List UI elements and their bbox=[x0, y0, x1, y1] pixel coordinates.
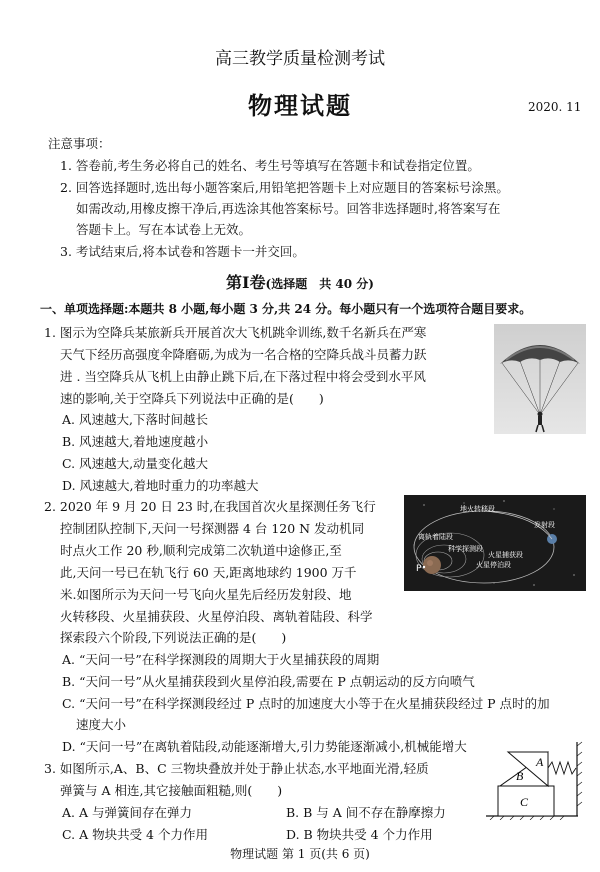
q2-stem-line-3: 时点火工作 20 秒,顺利完成第二次轨道中途修正,至 bbox=[60, 543, 342, 558]
note-2-line-3: 答题卡上。写在本试卷上无效。 bbox=[76, 222, 252, 237]
label-block-b: B bbox=[516, 769, 524, 783]
label-launch: 发射段 bbox=[534, 521, 555, 529]
q2-option-c-line-2: 速度大小 bbox=[76, 717, 127, 732]
mars-mission-diagram bbox=[404, 495, 586, 591]
volume-subtitle: (选择题 共 40 分) bbox=[265, 277, 374, 291]
section-heading: 一、单项选择题:本题共 8 小题,每小题 3 分,共 24 分。每小题只有一个选项符合题目要求。 bbox=[40, 302, 532, 316]
q1-option-d: D. 风速越大,着地时重力的功率越大 bbox=[62, 478, 259, 493]
q1-stem-line-3: 进 . 当空降兵从飞机上由静止跳下后,在下落过程中将会受到水平风 bbox=[60, 369, 426, 384]
volume-title bbox=[0, 270, 600, 293]
label-block-c: C bbox=[520, 795, 529, 809]
parachute-photo bbox=[494, 324, 586, 434]
label-block-a: A bbox=[536, 755, 544, 769]
q2-option-d: D. “天问一号”在离轨着陆段,动能逐渐增大,引力势能逐渐减小,机械能增大 bbox=[62, 739, 467, 754]
exam-title: 高三教学质量检测考试 bbox=[215, 49, 385, 69]
q2-stem-line-2: 控制团队控制下,天问一号探测器 4 台 120 N 发动机同 bbox=[60, 521, 365, 536]
q1-stem-line-4: 速的影响,关于空降兵下列说法中正确的是( ) bbox=[60, 391, 324, 406]
note-3: 3. 考试结束后,将本试卷和答题卡一并交回。 bbox=[60, 244, 305, 259]
q2-option-c-line-1: C. “天问一号”在科学探测段经过 P 点时的加速度大小等于在火星捕获段经过 P 点时的加 bbox=[62, 696, 550, 711]
q2-stem-line-4: 此,天问一号已在轨飞行 60 天,距离地球约 1900 万千 bbox=[60, 565, 357, 580]
q3-option-d: D. B 物块共受 4 个力作用 bbox=[286, 827, 433, 842]
note-2-line-1: 2. 回答选择题时,选出每小题答案后,用铅笔把答题卡上对应题目的答案标号涂黑。 bbox=[60, 180, 509, 195]
note-2-line-2: 如需改动,用橡皮擦干净后,再选涂其他答案标号。回答非选择题时,将答案写在 bbox=[76, 201, 501, 216]
label-deorbit: 离轨着陆段 bbox=[418, 533, 453, 541]
page-footer: 物理试题 第 1 页(共 6 页) bbox=[230, 847, 370, 861]
q1-option-c: C. 风速越大,动量变化越大 bbox=[62, 456, 209, 471]
q2-option-b: B. “天问一号”从火星捕获段到火星停泊段,需要在 P 点朝运动的反方向喷气 bbox=[62, 674, 475, 689]
exam-date: 2020. 11 bbox=[528, 100, 582, 114]
q2-stem-line-6: 火转移段、火星捕获段、火星停泊段、离轨着陆段、科学 bbox=[60, 609, 373, 624]
label-p: P bbox=[416, 564, 422, 574]
q1-option-b: B. 风速越大,着地速度越小 bbox=[62, 434, 209, 449]
mars-mission-diagram-image bbox=[404, 495, 586, 591]
q3-option-c: C. A 物块共受 4 个力作用 bbox=[62, 827, 208, 842]
q3-option-a: A. A 与弹簧间存在弹力 bbox=[62, 805, 192, 820]
q1-stem-line-2: 天气下经历高强度伞降磨砺,为成为一名合格的空降兵战斗员蓄力跃 bbox=[60, 347, 427, 362]
q2-stem-line-5: 米.如图所示为天问一号飞向火星先后经历发射段、地 bbox=[60, 587, 352, 602]
label-science: 科学探测段 bbox=[448, 545, 483, 553]
q3-stem-line-1: 3. 如图所示,A、B、C 三物块叠放并处于静止状态,水平地面光滑,轻质 bbox=[44, 761, 429, 776]
q1-option-a: A. 风速越大,下落时间越长 bbox=[62, 412, 208, 427]
parachute-photo-image bbox=[494, 324, 586, 434]
subject-title: 物理试题 bbox=[248, 91, 352, 120]
label-park: 火星停泊段 bbox=[476, 561, 511, 569]
q3-option-b: B. B 与 A 间不存在静摩擦力 bbox=[286, 805, 446, 820]
q2-option-a: A. “天问一号”在科学探测段的周期大于火星捕获段的周期 bbox=[62, 652, 380, 667]
label-capture: 火星捕获段 bbox=[488, 551, 523, 559]
q3-stem-line-2: 弹簧与 A 相连,其它接触面粗糙,则( ) bbox=[60, 783, 283, 798]
note-1: 1. 答卷前,考生务必将自己的姓名、考生号等填写在答题卡和试卷指定位置。 bbox=[60, 158, 480, 173]
blocks-spring-diagram-image bbox=[486, 738, 586, 820]
q2-stem-line-7: 探索段六个阶段,下列说法正确的是( ) bbox=[60, 630, 287, 645]
q2-stem-line-1: 2. 2020 年 9 月 20 日 23 时,在我国首次火星探测任务飞行 bbox=[44, 499, 376, 514]
blocks-spring-diagram bbox=[486, 738, 586, 820]
volume-title-main: 第Ⅰ卷 bbox=[226, 273, 266, 292]
q1-stem-line-1: 1. 图示为空降兵某旅新兵开展首次大飞机跳伞训练,数千名新兵在严寒 bbox=[44, 325, 427, 340]
label-transfer: 地火转移段 bbox=[460, 505, 495, 513]
notes-heading: 注意事项： bbox=[48, 136, 111, 151]
